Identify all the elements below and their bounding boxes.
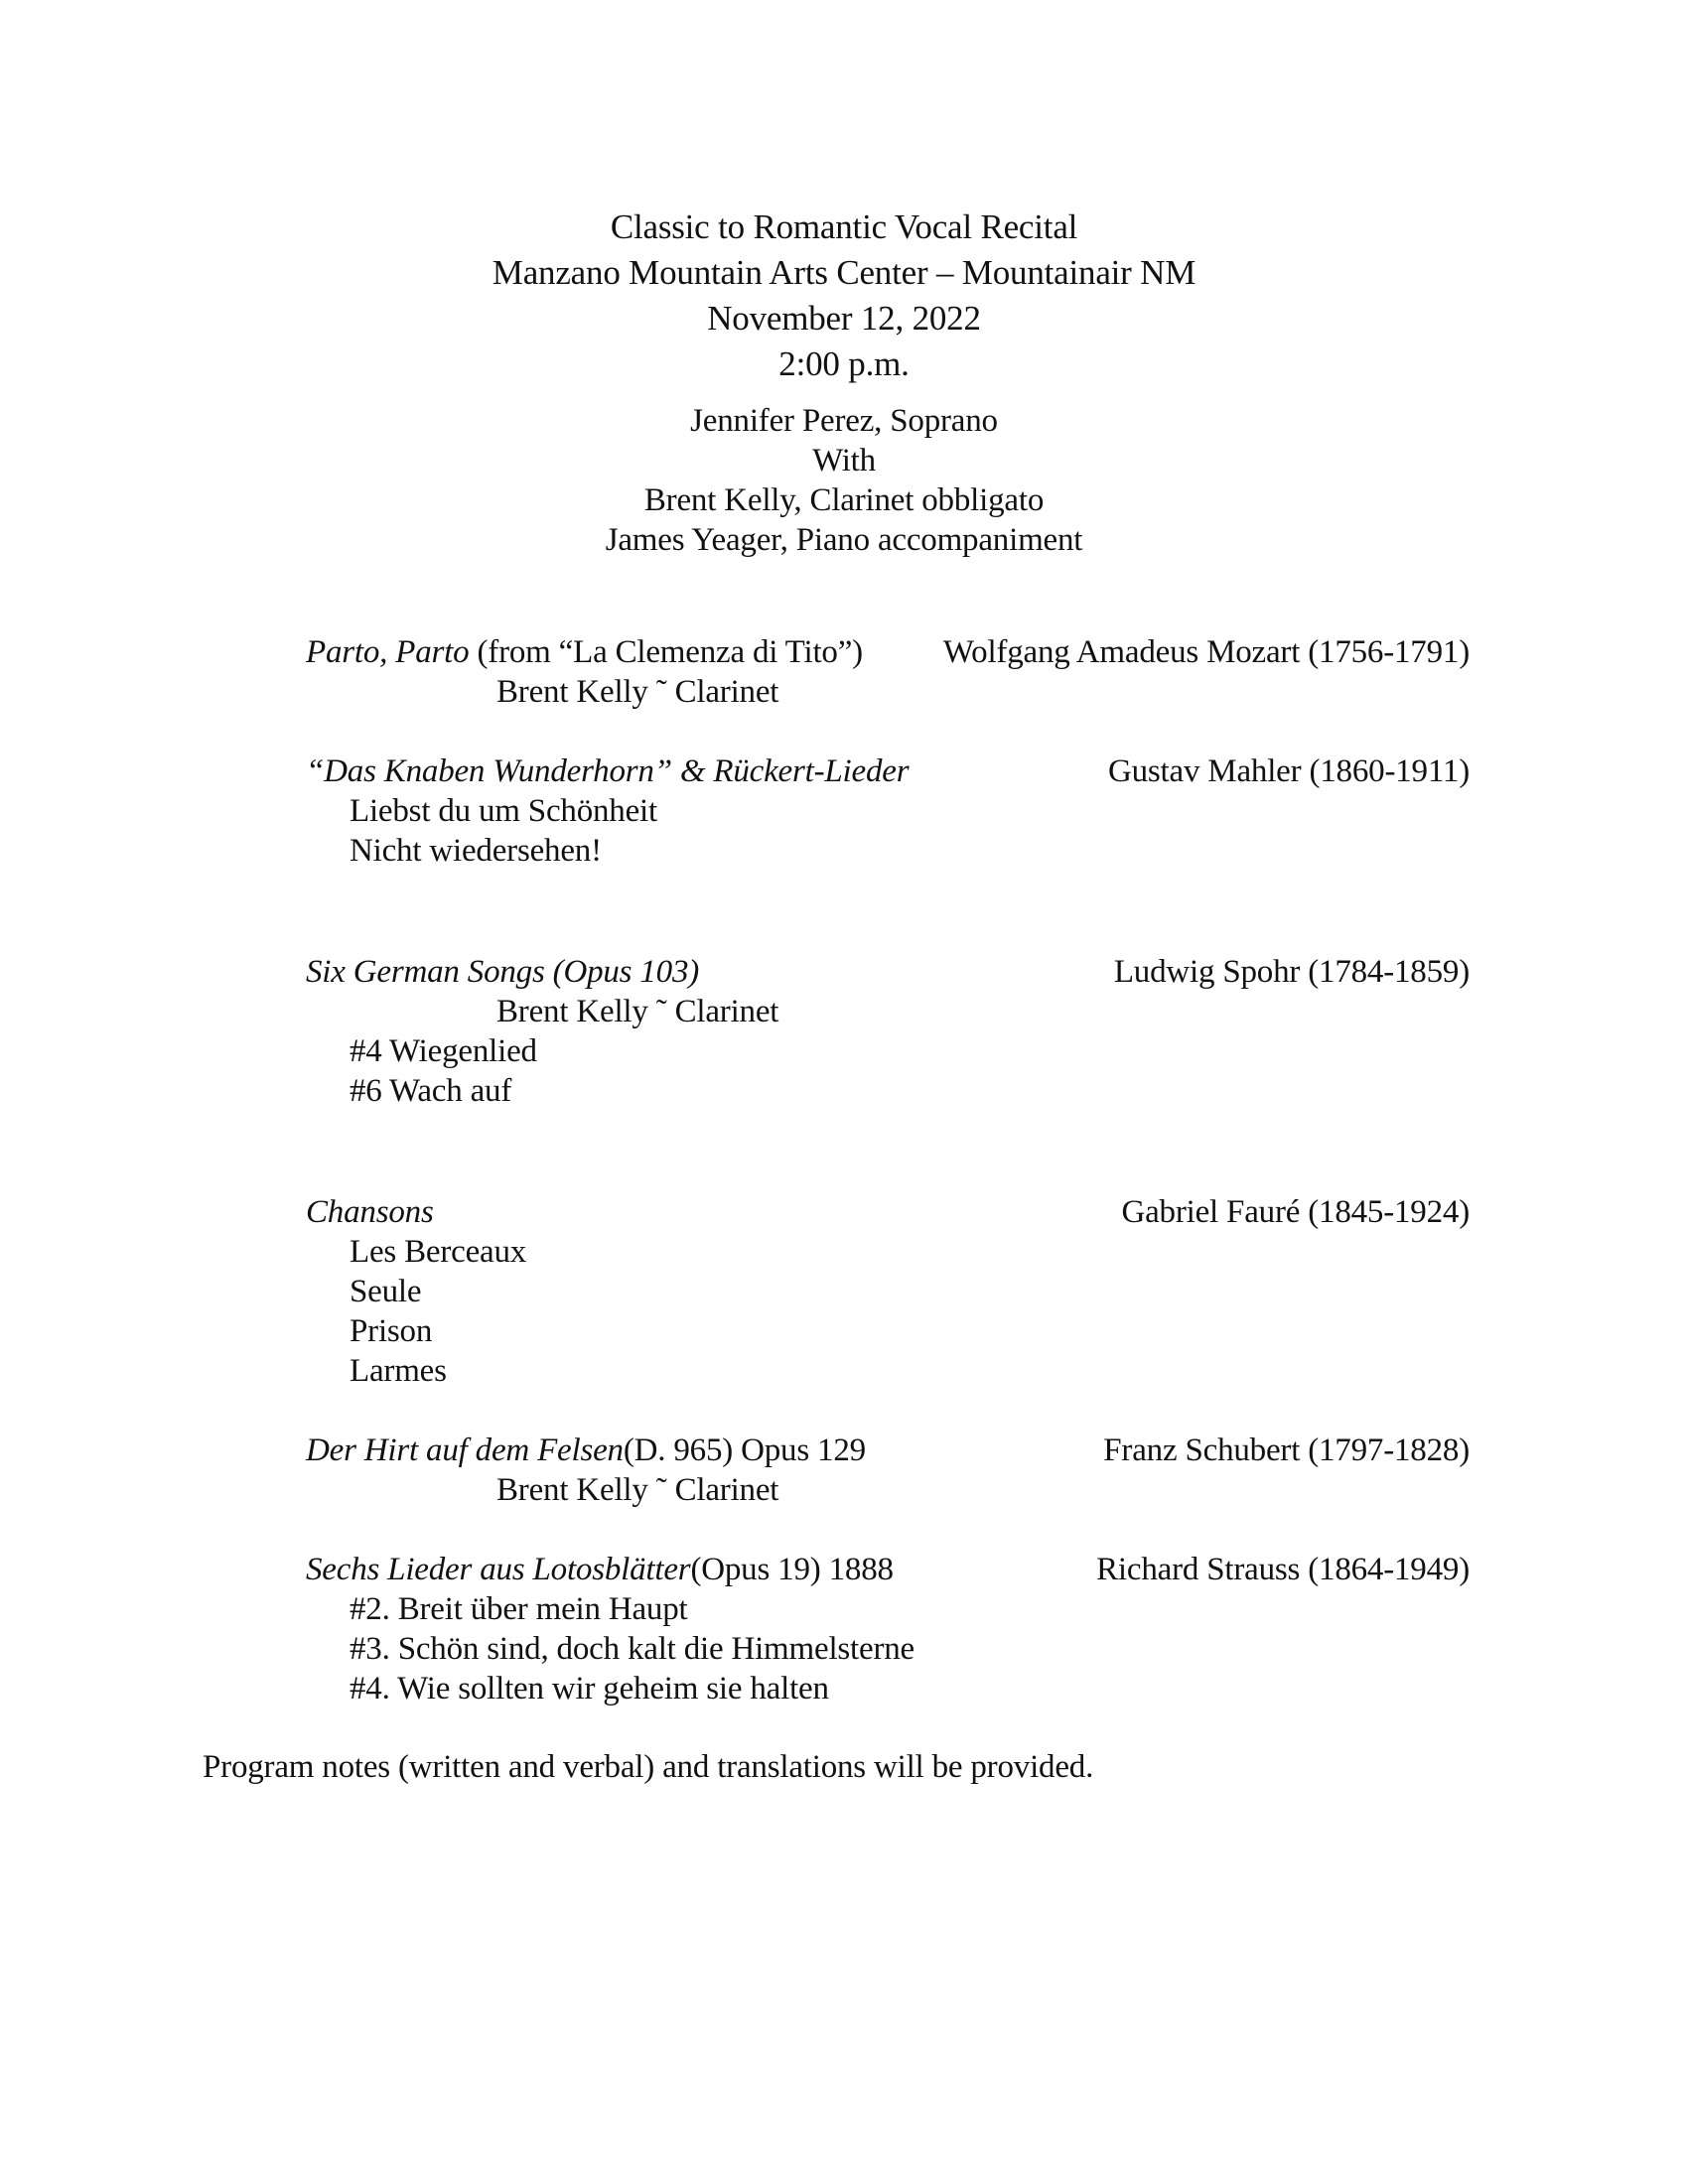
- program-entry-schubert: [306, 1431, 1470, 1510]
- song-item: Les Berceaux: [350, 1234, 527, 1270]
- composer-name: Richard Strauss (1864-1949): [1096, 1552, 1470, 1587]
- performer-clarinet: Brent Kelly, Clarinet obbligato: [643, 482, 1045, 518]
- song-item: #4. Wie sollten wir geheim sie halten: [350, 1671, 829, 1706]
- performers-with-label: With: [812, 443, 876, 478]
- song-item: Larmes: [350, 1353, 447, 1389]
- event-time: 2:00 p.m.: [778, 344, 910, 383]
- piece-title: [306, 751, 938, 791]
- performers-block: [0, 401, 1688, 560]
- song-list: [350, 1031, 1470, 1111]
- piece-title: [306, 1431, 896, 1470]
- piece-title-detail: (Opus 19) 1888: [690, 1552, 894, 1587]
- program-entry-spohr: [306, 952, 1470, 1111]
- song-item: #4 Wiegenlied: [350, 1033, 537, 1069]
- program-list: [306, 632, 1470, 1708]
- song-item: #6 Wach auf: [350, 1073, 512, 1109]
- entry-row: [306, 1550, 1470, 1589]
- song-list: [350, 1589, 1470, 1708]
- song-item: #2. Breit über mein Haupt: [350, 1591, 688, 1627]
- song-item: Prison: [350, 1313, 433, 1349]
- piece-title-detail: (D. 965) Opus 129: [623, 1433, 866, 1468]
- composer-name: Gabriel Fauré (1845-1924): [1121, 1194, 1470, 1230]
- composer-name: Ludwig Spohr (1784-1859): [1113, 954, 1470, 990]
- piece-title-italic: “Das Knaben Wunderhorn” & Rückert-Lieder: [306, 753, 910, 789]
- composer-name: Franz Schubert (1797-1828): [1103, 1433, 1470, 1468]
- piece-title-italic: Six German Songs (Opus 103): [306, 954, 700, 990]
- piece-title: [306, 952, 729, 992]
- piece-title: [306, 632, 893, 672]
- song-item: Nicht wiedersehen!: [350, 833, 602, 869]
- performer-piano: James Yeager, Piano accompaniment: [605, 522, 1083, 558]
- song-item: Liebst du um Schönheit: [350, 793, 657, 829]
- program-entry-mozart: [306, 632, 1470, 712]
- entry-row: [306, 1431, 1470, 1470]
- event-venue: Manzano Mountain Arts Center – Mountainair NM: [492, 253, 1196, 292]
- event-date: November 12, 2022: [707, 299, 981, 338]
- song-item: Seule: [350, 1274, 422, 1309]
- performer-soprano: Jennifer Perez, Soprano: [690, 403, 998, 439]
- composer-name: Gustav Mahler (1860-1911): [1107, 753, 1470, 789]
- performer-note: Brent Kelly ˜ Clarinet: [496, 674, 779, 710]
- piece-title-italic: Parto, Parto: [306, 634, 470, 670]
- piece-title-italic: Chansons: [306, 1194, 434, 1230]
- song-item: #3. Schön sind, doch kalt die Himmelsterne: [350, 1631, 915, 1667]
- entry-row: [306, 952, 1470, 992]
- program-entry-mahler: [306, 751, 1470, 871]
- composer-name: Wolfgang Amadeus Mozart (1756-1791): [942, 634, 1470, 670]
- song-list: [350, 1232, 1470, 1391]
- piece-title-italic: Sechs Lieder aus Lotosblätter: [306, 1552, 691, 1587]
- piece-title-detail: (from “La Clemenza di Tito”): [469, 634, 863, 670]
- piece-title-italic: Der Hirt auf dem Felsen: [306, 1433, 624, 1468]
- entry-row: [306, 1192, 1470, 1232]
- entry-row: [306, 632, 1470, 672]
- program-entry-strauss: [306, 1550, 1470, 1708]
- program-entry-faure: [306, 1192, 1470, 1391]
- performer-note: Brent Kelly ˜ Clarinet: [496, 1472, 779, 1508]
- program-notes-line: Program notes (written and verbal) and translations will be provided.: [203, 1749, 1094, 1785]
- performer-note: Brent Kelly ˜ Clarinet: [496, 994, 779, 1029]
- piece-title: [306, 1192, 464, 1232]
- event-header: [0, 205, 1688, 387]
- song-list: [350, 791, 1470, 871]
- piece-title: [306, 1550, 923, 1589]
- event-title: Classic to Romantic Vocal Recital: [610, 207, 1078, 246]
- entry-row: [306, 751, 1470, 791]
